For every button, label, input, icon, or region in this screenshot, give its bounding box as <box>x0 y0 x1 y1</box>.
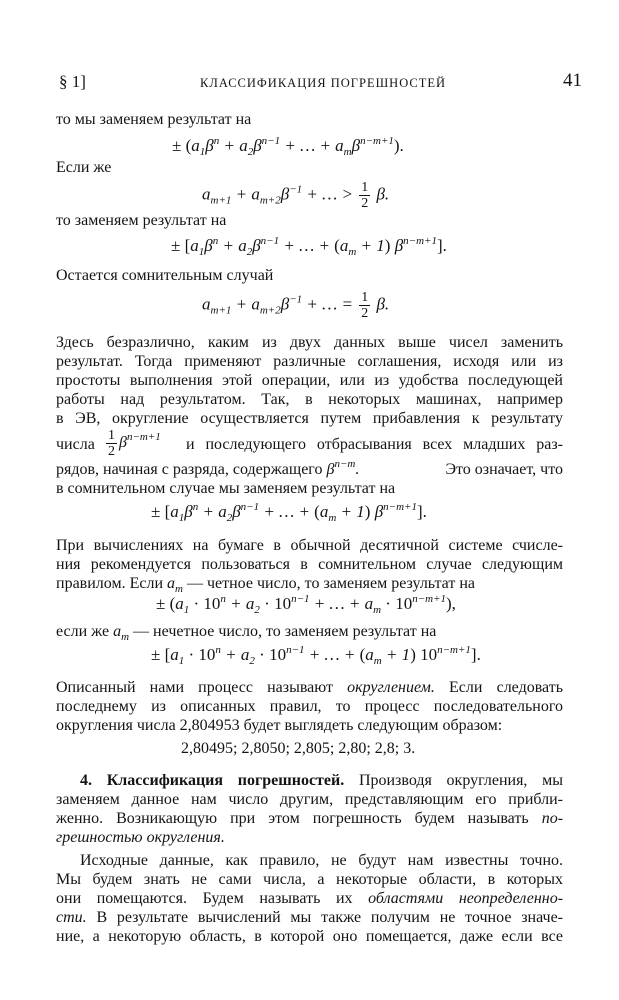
text-line: При вычислениях на бумаге в обычной десятичной системе счисле- <box>56 537 563 554</box>
page-number: 41 <box>563 70 582 91</box>
text-line: результат. Тогда применяют различные соглашения, исходя или из <box>56 353 563 370</box>
text-line: Мы будем знать не сами числа, а некоторые области, в которых <box>56 871 563 888</box>
text-line: женно. Возникающую при этом погрешность будем называть по- <box>56 810 564 827</box>
text-line: сти. В результате вычислений мы также получим не точное значе- <box>56 909 564 926</box>
text-line-with-fraction: числа $\frac{1}{2}$ $\beta^{n-m+1}$ и последующего отбрасывания всех младших раз- <box>56 428 563 459</box>
formula-round-up: ± [$a_1\beta^n + a_2\beta^{n-1}$ + … + $(a_m + 1)$ $\beta^{n-m+1}$]. <box>171 235 447 258</box>
text-line: в сомнительном случае мы заменяем результат на <box>56 480 396 497</box>
text-line: заменяем данное нам число другим, представляющим его прибли- <box>56 791 563 808</box>
text-line: то мы заменяем результат на <box>56 111 252 128</box>
formula-condition-greater: $a_{m+1} + a_{m+2}\beta^{-1}$ + … > $\frac{1}{2}$ β. <box>202 180 390 211</box>
rounding-sequence: 2,80495; 2,8050; 2,805; 2,80; 2,8; 3. <box>181 740 416 757</box>
formula-round-up-repeat: ± [$a_1\beta^n + a_2\beta^{n-1}$ + … + $(a_m + 1)$ $\beta^{n-m+1}$]. <box>151 501 427 524</box>
running-title: КЛАССИФИКАЦИЯ ПОГРЕШНОСТЕЙ <box>200 76 447 90</box>
text-line: простоты выполнения этой операции, или из удобства последующей <box>56 372 563 389</box>
text-line: правилом. Если $a_m$ — четное число, то заменяем результат на <box>56 575 476 595</box>
formula-condition-equal: $a_{m+1} + a_{m+2}\beta^{-1}$ + … = $\frac{1}{2}$ β. <box>202 290 390 321</box>
text-line: работы над результатом. Так, в некоторых машинах, например <box>56 391 563 408</box>
text-line: грешностью округления. <box>56 829 225 846</box>
section-reference: § 1] <box>59 72 86 91</box>
text-line: Описанный нами процесс называют округлением. Если следовать <box>56 679 564 696</box>
text-line: Исходные данные, как правило, не будут нам известны точно. <box>80 852 563 869</box>
text-line: округления числа 2,804953 будет выглядеть следующим образом: <box>56 717 503 734</box>
section-heading: 4. Классификация погрешностей. <box>80 772 345 789</box>
formula-round-down: ± ($a_1\beta^n + a_2\beta^{n-1}$ + … + $a_m\beta^{n-m+1}$). <box>172 135 404 158</box>
text-line: ние, а некоторую область, в которой оно помещается, даже если все <box>56 928 563 945</box>
fraction-half-beta: $\frac{1}{2}$ $\beta^{n-m+1}$ <box>108 428 161 459</box>
formula-odd-rule: ± [$a_1 \cdot 10^n + a_2 \cdot 10^{n-1}$ + … + $(a_m + 1)$ $10^{n-m+1}$]. <box>151 644 481 667</box>
text-line: последнему из описанных правил, то процесс последовательного <box>56 698 563 715</box>
text-line: Если же <box>56 159 112 176</box>
formula-even-rule: ± ($a_1 \cdot 10^n + a_2 \cdot 10^{n-1}$ + … + $a_m \cdot 10^{n-m+1}$), <box>156 593 456 616</box>
text-line: то заменяем результат на <box>56 212 227 229</box>
text-line: они помещаются. Будем называть их областями неопределенно- <box>56 890 564 907</box>
text-line: Остается сомнительным случай <box>56 267 274 284</box>
text-line: рядов, начиная с разряда, содержащего $\beta^{n-m}$. Это означает, что <box>56 458 563 478</box>
text-line: если же $a_m$ — нечетное число, то заменяем результат на <box>56 623 437 643</box>
section-heading-line: 4. Классификация погрешностей. Производя округления, мы <box>80 772 563 789</box>
text-line: ния рекомендуется пользоваться в сомнительном случае следующим <box>56 556 563 573</box>
text-line: Здесь безразлично, каким из двух данных выше чисел заменить <box>56 334 563 351</box>
text-line: в ЭВ, округление осуществляется путем прибавления к результату <box>56 410 563 427</box>
